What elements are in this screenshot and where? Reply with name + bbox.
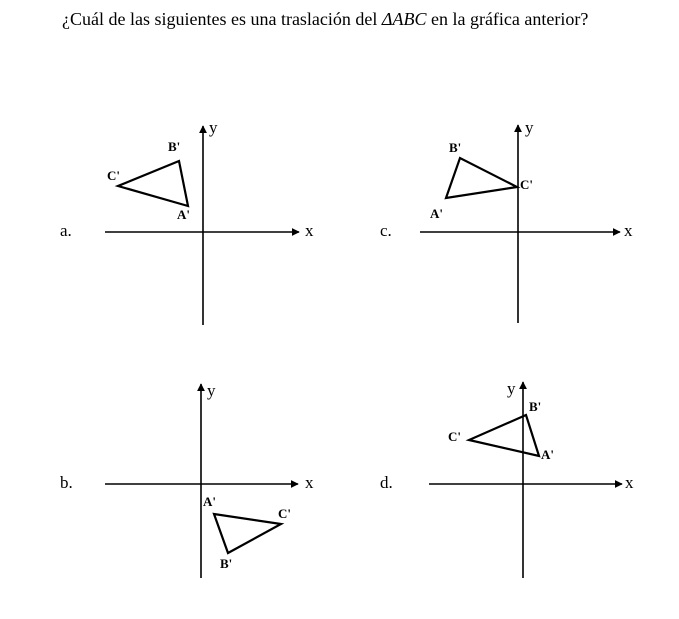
option-a-vertex-c: C' — [107, 168, 120, 183]
option-b-triangle — [214, 514, 281, 553]
option-c-x-label: x — [624, 221, 633, 240]
option-d-vertex-a: A' — [541, 447, 554, 462]
option-d-vertex-b: B' — [529, 399, 542, 414]
question-triangle-symbol: ΔABC — [381, 9, 427, 29]
option-b-vertex-b: B' — [220, 556, 233, 571]
option-c-vertex-b: B' — [449, 140, 462, 155]
option-c-label: c. — [380, 221, 392, 240]
option-b-vertex-c: C' — [278, 506, 291, 521]
option-a-triangle — [118, 161, 188, 206]
option-c[interactable] — [380, 118, 633, 323]
question-prefix: ¿Cuál de las siguientes es una traslación del — [62, 9, 382, 29]
option-b-label: b. — [60, 473, 73, 492]
option-b-x-label: x — [305, 473, 314, 492]
option-d-label: d. — [380, 473, 393, 492]
option-c-triangle — [446, 158, 517, 198]
option-b-y-label: y — [207, 381, 216, 400]
question-suffix: en la gráfica anterior? — [426, 9, 589, 29]
option-b[interactable] — [60, 381, 314, 578]
option-a-y-label: y — [209, 118, 218, 137]
option-a-x-label: x — [305, 221, 314, 240]
option-b-vertex-a: A' — [203, 494, 216, 509]
option-d-y-label: y — [507, 379, 516, 398]
option-d[interactable] — [380, 379, 634, 578]
option-a[interactable] — [60, 118, 314, 325]
option-a-vertex-a: A' — [177, 207, 190, 222]
option-d-vertex-c: C' — [448, 429, 461, 444]
option-d-triangle — [469, 415, 539, 456]
option-d-x-label: x — [625, 473, 634, 492]
option-c-vertex-a: A' — [430, 206, 443, 221]
option-c-y-label: y — [525, 118, 534, 137]
option-c-vertex-c: C' — [520, 177, 533, 192]
option-a-vertex-b: B' — [168, 139, 181, 154]
option-a-label: a. — [60, 221, 72, 240]
